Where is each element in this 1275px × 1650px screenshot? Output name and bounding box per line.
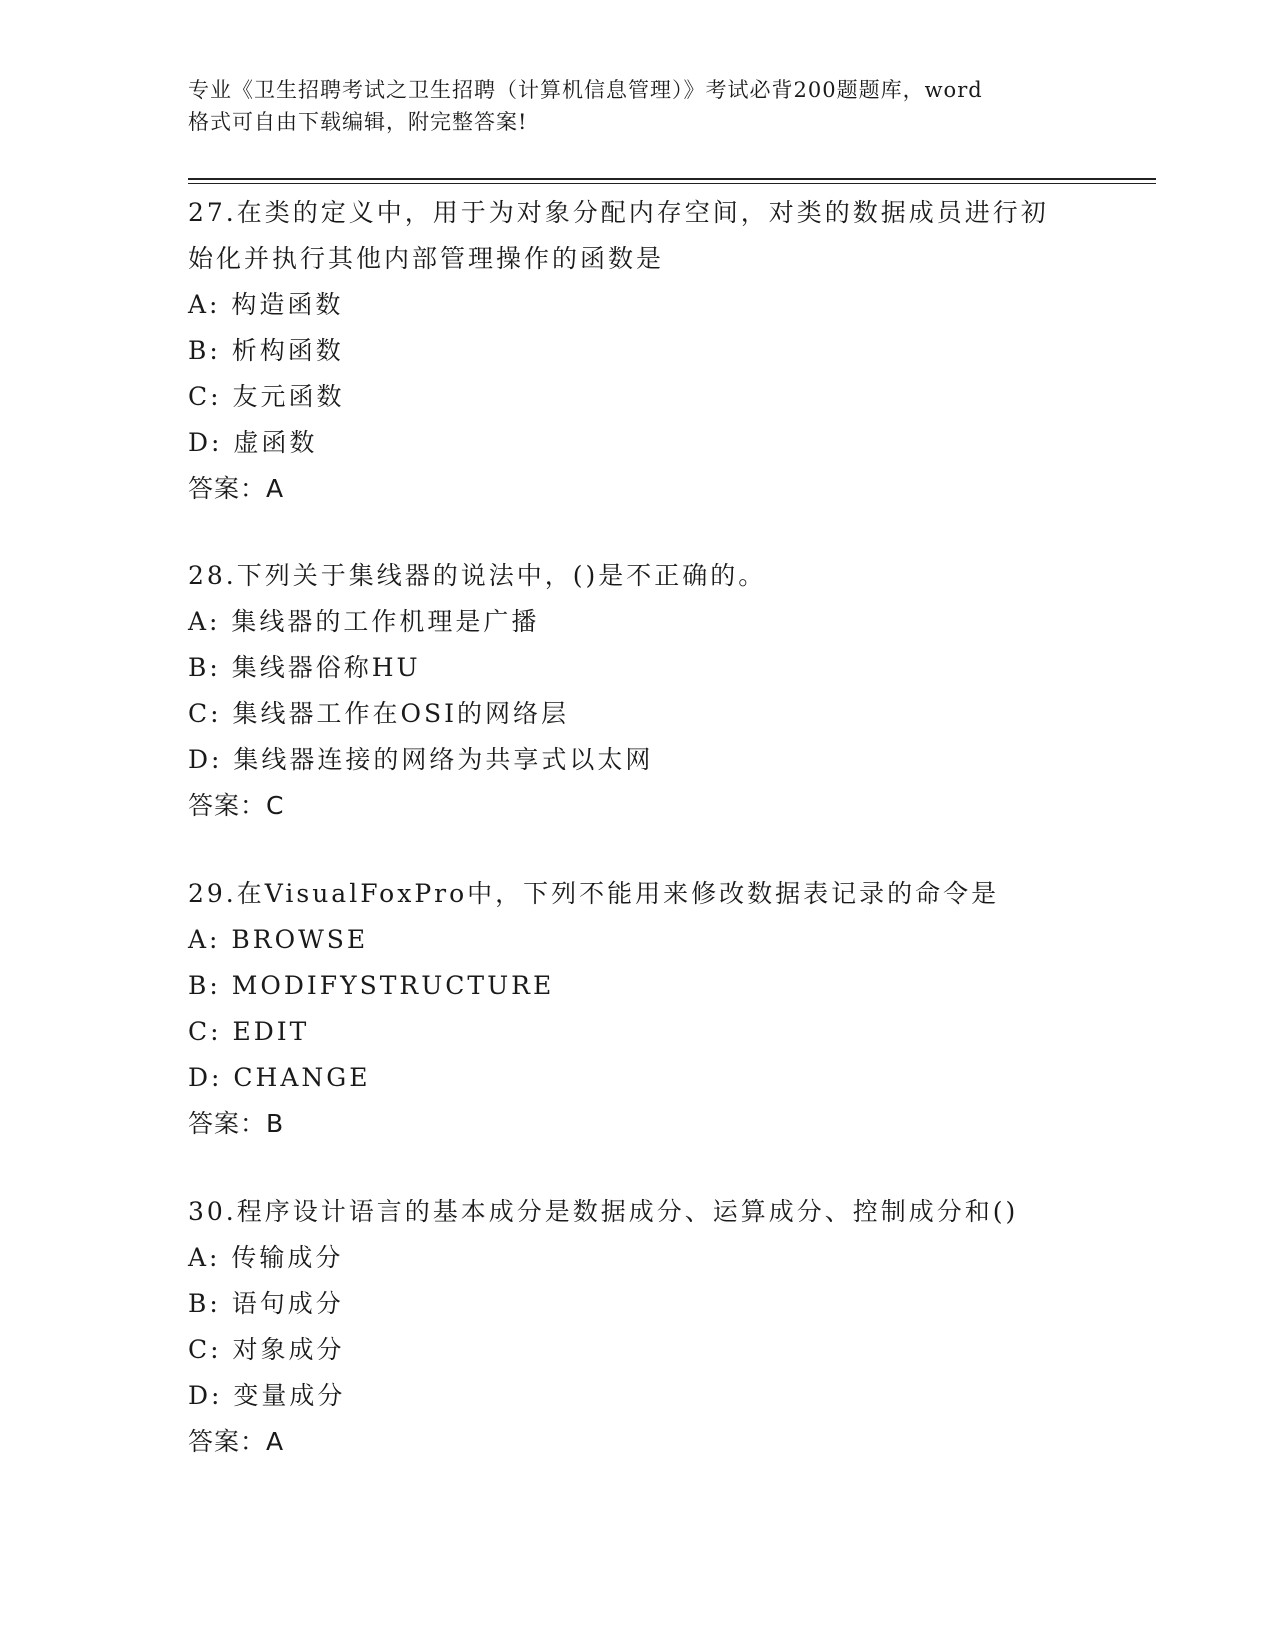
option-d: D: 集线器连接的网络为共享式以太网 [188, 745, 654, 774]
question-stem: 27.在类的定义中，用于为对象分配内存空间，对类的数据成员进行初 [188, 198, 1049, 227]
question-29 [188, 871, 999, 1147]
option-b: B: 集线器俗称HU [188, 653, 421, 682]
option-a: A: BROWSE [188, 925, 369, 954]
answer: 答案：A [188, 1427, 285, 1456]
question-28 [188, 553, 766, 829]
question-27 [188, 190, 1049, 512]
option-c: C: 友元函数 [188, 382, 345, 411]
option-d: D: 变量成分 [188, 1381, 346, 1410]
option-d: D: CHANGE [188, 1063, 371, 1092]
option-a: A: 构造函数 [188, 290, 344, 319]
header-line-2: 格式可自由下载编辑，附完整答案! [188, 110, 528, 134]
question-stem: 28.下列关于集线器的说法中，()是不正确的。 [188, 561, 767, 590]
option-c: C: EDIT [188, 1017, 310, 1046]
option-b: B: 析构函数 [188, 336, 344, 365]
option-d: D: 虚函数 [188, 428, 318, 457]
question-stem: 29.在VisualFoxPro中，下列不能用来修改数据表记录的命令是 [188, 879, 1000, 908]
option-b: B: MODIFYSTRUCTURE [188, 971, 555, 1000]
header-divider-thin [188, 183, 1156, 184]
question-30 [188, 1189, 1018, 1465]
answer: 答案：A [188, 474, 285, 503]
option-b: B: 语句成分 [188, 1289, 344, 1318]
option-c: C: 集线器工作在OSI的网络层 [188, 699, 569, 728]
question-stem: 30.程序设计语言的基本成分是数据成分、运算成分、控制成分和() [188, 1197, 1019, 1226]
option-a: A: 集线器的工作机理是广播 [188, 607, 540, 636]
answer: 答案：B [188, 1109, 285, 1138]
document-header [188, 74, 1088, 138]
option-a: A: 传输成分 [188, 1243, 344, 1272]
answer: 答案：C [188, 791, 285, 820]
header-divider-thick [188, 178, 1156, 180]
option-c: C: 对象成分 [188, 1335, 345, 1364]
question-stem-continued: 始化并执行其他内部管理操作的函数是 [188, 244, 665, 273]
header-line-1: 专业《卫生招聘考试之卫生招聘（计算机信息管理）》考试必背200题题库，word [188, 78, 983, 102]
